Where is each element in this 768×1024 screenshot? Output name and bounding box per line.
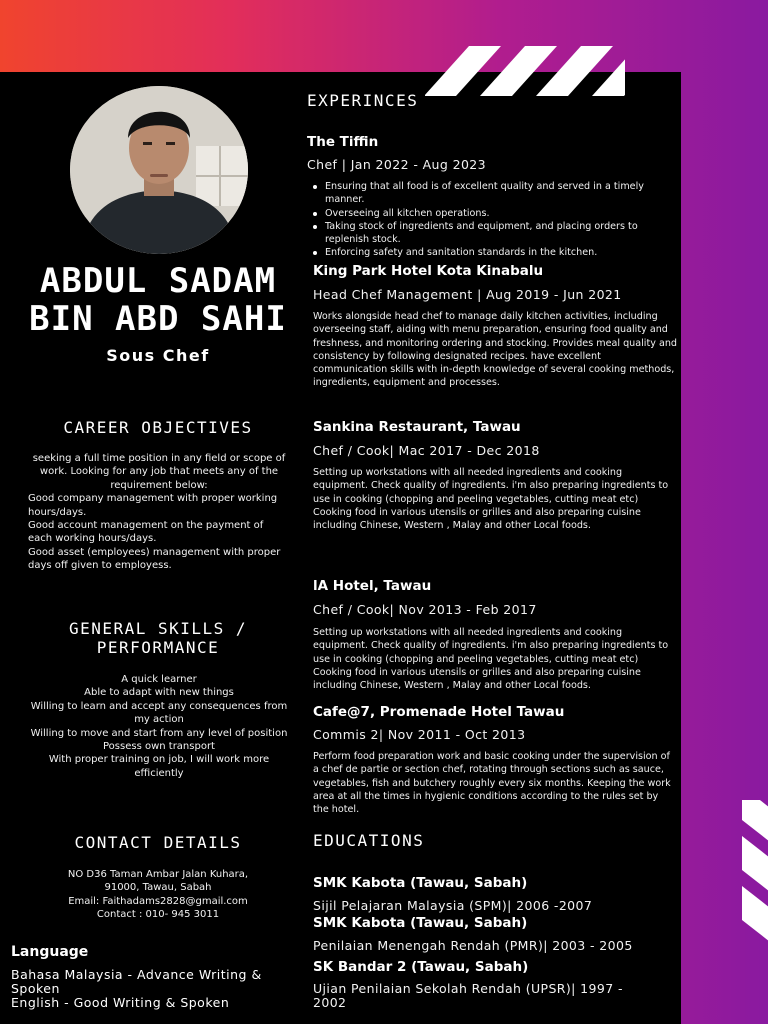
job-title: lA Hotel, Tawau bbox=[313, 578, 432, 594]
contact-details bbox=[10, 868, 306, 922]
skills-heading bbox=[10, 619, 306, 657]
job-description: Works alongside head chef to manage daily kitchen activities, including overseeing staff, aiding with menu preparation, ensuring food quality and freshness, and monitoring ordering and stocking. Provides meal quality and consistency by following designated recipes. have excellent communication skills with in-depth knowledge of several cooking methods, ingredients, equipment and processes. bbox=[313, 311, 678, 389]
education-school: SMK Kabota (Tawau, Sabah) bbox=[313, 875, 528, 891]
job-subtitle: Chef / Cook| Nov 2013 - Feb 2017 bbox=[313, 602, 537, 617]
career-objectives-heading: CAREER OBJECTIVES bbox=[63, 418, 253, 437]
job-duty: Enforcing safety and sanitation standards in the kitchen. bbox=[307, 246, 669, 259]
decorative-side-stripes bbox=[742, 800, 768, 960]
job-title: Sankina Restaurant, Tawau bbox=[313, 419, 521, 435]
education-school: SK Bandar 2 (Tawau, Sabah) bbox=[313, 959, 529, 975]
job-role: Sous Chef bbox=[106, 346, 210, 365]
educations-heading: EDUCATIONS bbox=[313, 831, 425, 850]
address-line: 91000, Tawau, Sabah bbox=[104, 882, 212, 894]
job-subtitle: Chef | Jan 2022 - Aug 2023 bbox=[307, 157, 487, 172]
career-point: Good company management with proper working hours/days. bbox=[28, 493, 278, 518]
skills-heading-line-1: GENERAL SKILLS / bbox=[68, 619, 248, 638]
job-description: Setting up workstations with all needed ingredients and cooking equipment. Check quality of ingredients. i'm also preparing ingredients to use in cooking (chopping and peeling vegetables, cutting meat etc) Cooking food in various utensils or grilles and also preparing cuisine including Chinese, Western , Malay and other Local foods. bbox=[313, 627, 669, 692]
skills-heading-line-2: PERFORMANCE bbox=[96, 638, 220, 657]
job-title: The Tiffin bbox=[307, 134, 379, 150]
education-detail: Sijil Pelajaran Malaysia (SPM)| 2006 -2007 bbox=[313, 898, 593, 913]
language-heading: Language bbox=[11, 944, 89, 960]
job-title: King Park Hotel Kota Kinabalu bbox=[313, 263, 544, 279]
job-title: Cafe@7, Promenade Hotel Tawau bbox=[313, 704, 565, 720]
name-line-1: ABDUL SADAM bbox=[39, 261, 277, 301]
experiences-heading: EXPERINCES bbox=[307, 91, 419, 110]
career-intro: seeking a full time position in any field or scope of work. Looking for any job that meets any of the requirement below: bbox=[32, 453, 286, 491]
career-point: Good account management on the payment of each working hours/days. bbox=[28, 520, 264, 545]
skill-item: Possess own transport bbox=[103, 741, 215, 753]
phone-text: Contact : 010- 945 3011 bbox=[96, 909, 220, 921]
job-duty: Overseeing all kitchen operations. bbox=[307, 207, 669, 220]
skill-item: A quick learner bbox=[121, 674, 197, 685]
job-description: Setting up workstations with all needed ingredients and cooking equipment. Check quality of ingredients. i'm also preparing ingredients to use in cooking (chopping and peeling vegetables, cutting meat etc) Cooking food in various utensils or grilles and also preparing cuisine including Chinese, Western , Malay and other Local foods. bbox=[313, 467, 669, 532]
job-subtitle: Commis 2| Nov 2011 - Oct 2013 bbox=[313, 727, 526, 742]
language-item: Bahasa Malaysia - Advance Writing & Spoken bbox=[11, 967, 262, 996]
skills-list bbox=[24, 673, 294, 780]
education-detail: Ujian Penilaian Sekolah Rendah (UPSR)| 1997 - 2002 bbox=[313, 981, 623, 1010]
job-subtitle: Chef / Cook| Mac 2017 - Dec 2018 bbox=[313, 443, 540, 458]
address-line: NO D36 Taman Ambar Jalan Kuhara, bbox=[67, 869, 249, 880]
email-text: Email: Faithadams2828@gmail.com bbox=[68, 895, 248, 907]
skill-item: Able to adapt with new things bbox=[84, 687, 234, 699]
education-school: SMK Kabota (Tawau, Sabah) bbox=[313, 915, 528, 931]
skill-item: With proper training on job, I will work more efficiently bbox=[48, 754, 270, 779]
job-duty: Taking stock of ingredients and equipment, and placing orders to replenish stock. bbox=[307, 220, 669, 247]
decorative-stripes bbox=[425, 46, 625, 96]
job-duty: Ensuring that all food is of excellent quality and served in a timely manner. bbox=[307, 180, 669, 207]
profile-photo bbox=[70, 86, 248, 254]
skill-item: Willing to learn and accept any consequences from my action bbox=[30, 700, 288, 726]
contact-heading: CONTACT DETAILS bbox=[74, 833, 242, 852]
job-subtitle: Head Chef Management | Aug 2019 - Jun 2021 bbox=[313, 287, 622, 302]
career-objectives bbox=[28, 452, 290, 573]
job-description: Perform food preparation work and basic cooking under the supervision of a chef de partie or section chef, rotating through sections such as sauce, vegetables, fish and butchery roughly every six months. Keeping the work area at all the times in hygienic conditions according to the rules set by the hotel. bbox=[313, 751, 671, 816]
career-point: Good asset (employees) management with proper days off given to employess. bbox=[28, 546, 281, 572]
language-item: English - Good Writing & Spoken bbox=[11, 995, 230, 1010]
skill-item: Willing to move and start from any level of position bbox=[30, 727, 288, 739]
education-detail: Penilaian Menengah Rendah (PMR)| 2003 - 2005 bbox=[313, 938, 633, 953]
candidate-name bbox=[10, 262, 306, 338]
job-duties bbox=[307, 180, 669, 260]
name-line-2: BIN ABD SAHI bbox=[29, 299, 287, 339]
